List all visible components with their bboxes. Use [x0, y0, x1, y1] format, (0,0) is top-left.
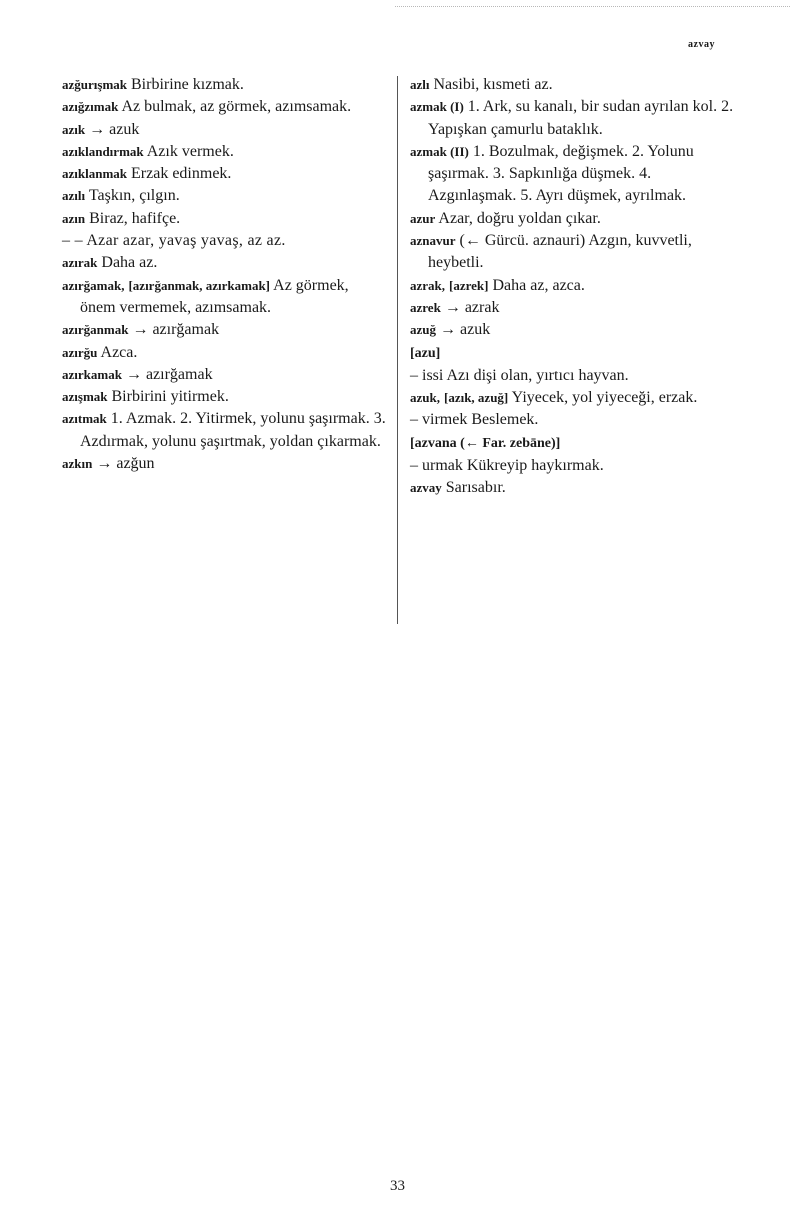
definition: Taşkın, çılgın.	[88, 187, 180, 205]
headword: azırkamak	[62, 366, 122, 382]
sub-definition: – issi Azı dişi olan, yırtıcı hayvan.	[410, 366, 629, 384]
entry	[62, 408, 386, 453]
entry	[410, 141, 738, 208]
headword: azırğanmak	[62, 322, 129, 338]
headword: azık	[62, 121, 86, 137]
right-column	[410, 74, 738, 500]
definition: Azık vermek.	[146, 142, 234, 160]
headword: azğurışmak	[62, 77, 127, 92]
variant-forms: [azık, azuğ]	[443, 390, 509, 406]
definition: Birbirine kızmak.	[131, 76, 244, 93]
entry	[62, 141, 386, 163]
sub-headword: azur	[410, 210, 436, 226]
headword: azvay	[410, 480, 442, 496]
headword: azıtmak	[62, 411, 107, 427]
entry	[62, 208, 386, 230]
definition: Nasibi, kısmeti az.	[433, 76, 553, 93]
entry	[62, 185, 386, 207]
definition: Azca.	[100, 343, 138, 361]
entry	[62, 319, 386, 341]
top-edge-rule	[395, 6, 790, 7]
entry	[62, 252, 386, 274]
definition: Birbirini yitirmek.	[111, 388, 229, 406]
sub-entry	[410, 455, 738, 477]
entry	[410, 319, 738, 341]
entry	[62, 163, 386, 185]
sub-entry	[410, 208, 738, 230]
definition: → azuk	[89, 120, 140, 138]
definition: Sarısabır.	[445, 479, 506, 497]
headword: aznavur	[410, 233, 456, 249]
headword: azmak (II)	[410, 143, 469, 159]
definition: (← Gürcü. aznauri) Azgın, kuvvetli, heybetli.	[428, 232, 692, 272]
sub-entry	[62, 230, 386, 252]
definition: Az görmek, önem vermemek, azımsamak.	[80, 276, 349, 316]
sub-definition: – – Azar azar, yavaş yavaş, az az.	[62, 232, 286, 250]
entry	[410, 230, 738, 275]
definition: Biraz, hafifçe.	[89, 209, 181, 227]
headword: azrak,	[410, 277, 446, 293]
headword: azırğamak,	[62, 277, 125, 293]
definition: → azğun	[96, 455, 155, 473]
headword: azılı	[62, 188, 86, 204]
bracketed-headword: [azu]	[410, 345, 441, 361]
headword: azırğu	[62, 344, 98, 360]
entry	[62, 342, 386, 364]
sub-entry	[410, 409, 738, 431]
definition: → azırğamak	[132, 321, 220, 339]
entry	[410, 275, 738, 297]
definition: Az bulmak, az görmek, azımsamak.	[121, 98, 352, 116]
headword: azuğ	[410, 322, 436, 338]
definition: 1. Ark, su kanalı, bir sudan ayrılan kol. 2. Yapışkan çamurlu bataklık.	[428, 98, 734, 138]
definition: Yiyecek, yol yiyeceği, erzak.	[511, 389, 698, 407]
definition: 1. Bozulmak, değişmek. 2. Yolunu şaşırmak. 3. Sapkınlığa düşmek. 4. Azgınlaşmak. 5. Ayrı düşmek, ayrılmak.	[428, 142, 694, 205]
entry	[410, 387, 738, 409]
definition: Azar, doğru yoldan çıkar.	[438, 209, 601, 227]
definition: Erzak edinmek.	[131, 165, 232, 183]
definition: → azrak	[444, 298, 500, 316]
headword: azırak	[62, 255, 98, 271]
definition: Daha az, azca.	[492, 276, 585, 294]
headword: azkın	[62, 456, 93, 472]
bracketed-headword: [azvana (← Far. zebāne)]	[410, 435, 561, 451]
entry	[410, 74, 738, 96]
entry	[62, 386, 386, 408]
entry	[62, 96, 386, 118]
entry	[62, 275, 386, 320]
headword: azın	[62, 210, 86, 226]
definition: Daha az.	[101, 254, 158, 272]
variant-forms: [azrek]	[449, 277, 489, 293]
headword: azrek	[410, 299, 441, 315]
headword: azmak (I)	[410, 99, 464, 115]
guide-word: azvay	[688, 39, 715, 50]
headword: azıklanmak	[62, 166, 128, 182]
left-column	[62, 74, 386, 475]
entry	[62, 119, 386, 141]
sub-entry	[410, 365, 738, 387]
headword: azuk,	[410, 390, 440, 406]
variant-forms: [azırğanmak, azırkamak]	[128, 277, 271, 293]
entry	[410, 297, 738, 319]
definition: 1. Azmak. 2. Yitirmek, yolunu şaşırmak. 3. Azdırmak, yolunu şaşırtmak, yoldan çıkarmak.	[80, 410, 386, 450]
page-number: 33	[390, 1178, 405, 1194]
headword: azlı	[410, 77, 430, 92]
headword: azığzımak	[62, 99, 119, 115]
sub-definition: – virmek Beslemek.	[410, 411, 539, 429]
sub-definition: – urmak Kükreyip haykırmak.	[410, 457, 604, 475]
definition: → azırğamak	[125, 365, 213, 383]
entry	[410, 342, 738, 365]
entry	[410, 96, 738, 141]
entry	[410, 432, 738, 455]
entry	[62, 74, 386, 96]
definition: → azuk	[440, 321, 491, 339]
entry	[62, 453, 386, 475]
entry	[410, 477, 738, 499]
headword: azıklandırmak	[62, 143, 144, 159]
entry	[62, 364, 386, 386]
column-divider	[397, 76, 398, 624]
headword: azışmak	[62, 389, 108, 405]
